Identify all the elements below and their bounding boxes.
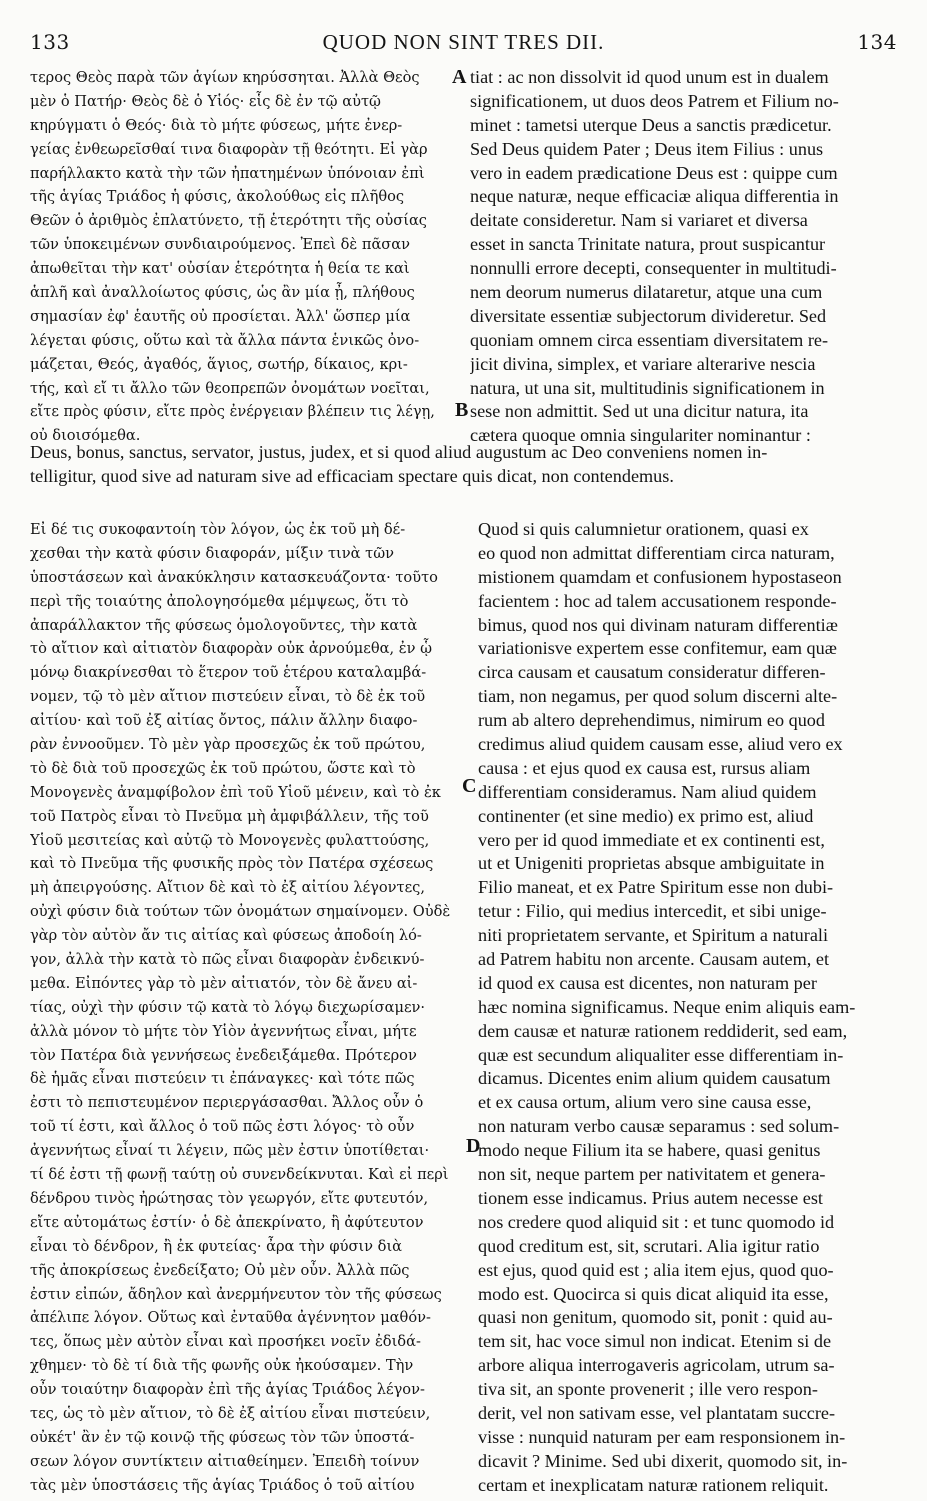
text-line: κηρύγματι ὁ Θεός· διὰ τὸ μήτε φύσεως, μήτε ἐνερ- [30, 116, 403, 134]
text-line: non naturam verbo causæ separamus : sed solum- [478, 1116, 840, 1137]
text-line: continenter (et sine medio) ex primo est, aliud [478, 805, 814, 826]
text-line: τες, ὅπως μὲν αὐτὸν εἶναι καὶ προσήκει νοεῖν ἐδιδά- [30, 1333, 421, 1351]
text-line: dicavit ? Minime. Sed ubi dixerit, quomodo sit, in- [478, 1450, 848, 1471]
text-line: εἴτε πρὸς φύσιν, εἴτε πρὸς ἐνέργειαν βλέπειν τις λέγῃ, [30, 403, 435, 421]
text-line: τοῦ Πατρὸς εἶναι τὸ Πνεῦμα μὴ ἀμφιβάλλειν, τῆς τοῦ [30, 807, 429, 825]
text-line: quasi non genitum, quomodo sit, ponit : quid au- [478, 1307, 833, 1328]
text-line: ἐστιν εἰπών, ἄδηλον καὶ ἀνερμήνευτον τὸν τῆς φύσεως [30, 1285, 442, 1303]
text-line: quod creditum est, sit, scrutari. Alia igitur ratio [478, 1235, 820, 1256]
text-line: eo quod non admittat differentiam circa naturam, [478, 542, 835, 563]
text-line: Sed Deus quidem Pater ; Deus item Filius : unus [470, 138, 824, 159]
text-line: derit, vel non sativam esse, vel plantatam succre- [478, 1402, 836, 1423]
text-line: ρὰν ἐννοοῦμεν. Τὸ μὲν γὰρ προσεχῶς ἐκ τοῦ πρώτου, [30, 736, 426, 754]
text-line: tetur : Filio, qui medius intercedit, et sibi unige- [478, 901, 827, 922]
text-line: esset in sancta Trinitate natura, prout suspicantur [470, 234, 826, 255]
text-line: rum ab altero deprehendimus, nimirum eo quod [478, 710, 825, 731]
text-line: et ex causa ortum, alium vero sine causa esse, [478, 1092, 812, 1113]
text-line: εἴτε αὐτομάτως ἐστίν· ὁ δὲ ἀπεκρίνατο, ἢ ἀφύτευτον [30, 1213, 424, 1231]
text-line: παρήλλακτο κατὰ τὴν τῶν ἠπατημένων ὑπόνοιαν ἐπὶ [30, 164, 425, 182]
page-number-right: 134 [857, 30, 897, 54]
text-line: καὶ τὸ Πνεῦμα τῆς φυσικῆς πρὸς τὸν Πατέρα σχέσεως [30, 855, 434, 873]
text-line: τῆς ἀποκρίσεως ἐνεδείξατο; Οὐ μὲν οὖν. Ἀλλὰ πῶς [30, 1261, 410, 1279]
greek-column-top [30, 66, 450, 448]
text-line: ὑποστάσεων καὶ ἀνακύκλησιν κατασκευάζοντα· τοῦτο [30, 568, 438, 586]
text-line: ἀπωθεῖται τὴν κατ' οὐσίαν ἑτερότητα ἡ θεία τε καὶ [30, 260, 410, 278]
text-line: γείας ἐνθεωρεῖσθαί τινα διαφορὰν τῇ θεότητι. Εἰ γὰρ [30, 140, 428, 158]
text-line: Εἰ δέ τις συκοφαντοίη τὸν λόγον, ὡς ἐκ τοῦ μὴ δέ- [30, 521, 406, 538]
text-line: οὐκέτ' ἂν ἐν τῷ κοινῷ τῆς φύσεως τὸν τῶν ὑποστά- [30, 1428, 415, 1446]
text-line: τερος Θεὸς παρὰ τῶν ἁγίων κηρύσσηται. Ἀλλὰ Θεὸς [30, 69, 420, 86]
text-line: jicit divina, simplex, et variare alterarive nescia [470, 353, 816, 374]
text-line: τίας, οὐχὶ τὴν φύσιν τῷ κατὰ τὸ λόγῳ διεχωρίσαμεν· [30, 998, 426, 1016]
text-line: δένδρου τινὸς ἠρώτησας τὸν γεωργόν, εἴτε φυτευτόν, [30, 1189, 429, 1207]
text-line: αἰτίου· καὶ τοῦ ἐξ αἰτίας ὄντος, πάλιν ἄλλην διαφο- [30, 712, 418, 730]
text-line: μεθα. Εἰπόντες γὰρ τὸ μὲν αἰτιατόν, τὸν δὲ ἄνευ αἰ- [30, 974, 418, 992]
text-line: neque naturæ, neque efficaciæ aliqua differentia in [470, 186, 839, 207]
text-line: variationisve expertem esse confitemur, eam quæ [478, 638, 837, 659]
text-line: ut et Unigeniti proprietas absque ambiguitate in [478, 853, 825, 874]
text-line: τὰς μὲν ὑποστάσεις τῆς ἁγίας Τριάδος ὁ τοῦ αἰτίου [30, 1476, 415, 1494]
text-line: ἀλλὰ μόνον τὸ μήτε τὸν Υἱὸν ἀγεννήτως εἶναι, μήτε [30, 1022, 417, 1040]
latin-full-width-text [30, 440, 910, 488]
section-marker-b: B [455, 399, 469, 421]
text-line: vero in eadem prædicatione Deus est : quippe cum [470, 162, 838, 183]
text-line: mistionem quamdam et confusionem hypostaseon [478, 566, 842, 587]
text-line: τοῦ τί ἐστι, καὶ ἄλλος ὁ τοῦ πῶς ἐστι λόγος· τὸ οὖν [30, 1118, 415, 1136]
text-line: τής, καὶ εἴ τι ἄλλο τῶν θεοπρεπῶν ὀνομάτων νοεῖται, [30, 379, 430, 397]
page-number-left: 133 [30, 30, 70, 54]
text-line: χθημεν· τὸ δὲ τί διὰ τῆς φωνῆς οὐκ ἠκούσαμεν. Τὴν [30, 1357, 414, 1375]
text-line: tionem esse indicamus. Prius autem necesse est [478, 1187, 823, 1208]
text-line: νομεν, τῷ τὸ μὲν αἴτιον πιστεύειν εἶναι, τὸ δὲ ἐκ τοῦ [30, 688, 426, 706]
text-line: circa causam et causatum consideratur differen- [478, 662, 826, 683]
section-marker-a: A [452, 66, 467, 88]
text-line: facientem : hoc ad talem accusationem responde- [478, 590, 837, 611]
text-line: certam et inexplicatam naturæ rationem reliquit. [478, 1474, 829, 1495]
text-line: natura, ut una sit, multitudinis significationem in [470, 377, 825, 398]
text-line: σημασίαν ἐφ' ἑαυτῆς οὐ προσίεται. Ἀλλ' ὥσπερ μία [30, 307, 411, 325]
text-line: οὖν τοιαύτην διαφορὰν ἐπὶ τῆς ἁγίας Τριάδος λέγον- [30, 1381, 425, 1399]
text-line: quoniam omnem circa essentiam diversitatem re- [470, 329, 829, 350]
text-line: δὲ ἡμᾶς εἶναι πιστεύειν τι ἐπάναγκες· καὶ τότε πῶς [30, 1070, 415, 1088]
text-line: μὴ ἀπειργούσης. Αἴτιον δὲ καὶ τὸ ἐξ αἰτίου λέγοντες, [30, 879, 425, 897]
text-line: Υἱοῦ μεσιτείας καὶ αὐτῷ τὸ Μονογενὲς φυλαττούσης, [30, 831, 430, 849]
text-line: tiva sit, an sponte provenerit ; ille vero respon- [478, 1379, 818, 1400]
text-line: nem deorum numerus dilataretur, atque una cum [470, 282, 823, 303]
text-line: ἀπαράλλακτον τῆς φύσεως ὁμολογοῦντες, τὴν κατὰ [30, 616, 418, 634]
text-line: ἁπλῆ καὶ ἀναλλοίωτος φύσις, ὡς ἂν μία ᾖ, πλήθους [30, 284, 415, 302]
text-line: dem causæ et naturæ rationem reddiderit, sed eam, [478, 1020, 848, 1041]
text-line: causa : et ejus quod ex causa est, rursus aliam [478, 757, 811, 778]
text-line: arbore aliqua interrogaveris agricolam, utrum sa- [478, 1355, 835, 1376]
text-line: τες, ὡς τὸ μὲν αἴτιον, τὸ δὲ ἐξ αἰτίου εἶναι πιστεύειν, [30, 1404, 431, 1422]
latin-column-top [470, 66, 900, 448]
text-line: ἀπέλιπε λόγον. Οὕτως καὶ ἐνταῦθα ἀγέννητον μαθόν- [30, 1309, 431, 1327]
text-line: τὸν Πατέρα διὰ γεννήσεως ἐνεδειξάμεθα. Πρότερον [30, 1046, 417, 1064]
section-marker-c: C [462, 775, 477, 797]
greek-column-bottom [30, 518, 460, 1498]
text-line: τῆς ἁγίας Τριάδος ἡ φύσις, ἀκολούθως εἰς πλῆθος [30, 188, 405, 206]
text-line: diversitate essentiæ subjectorum divideretur. Sed [470, 305, 827, 326]
text-line: τὸ δὲ διὰ τοῦ προσεχῶς ἐκ τοῦ πρώτου, ὥστε καὶ τὸ [30, 759, 416, 777]
text-line: γον, ἀλλὰ τὴν κατὰ τὸ πῶς εἶναι διαφορὰν ἐνδεικνύ- [30, 951, 425, 969]
text-line: cætera quoque omnia singulariter nominantur : [470, 425, 811, 446]
text-line: μάζεται, Θεός, ἀγαθός, ἅγιος, σωτήρ, δίκαιος, κρι- [30, 355, 408, 373]
text-line: τῶν ὑποκειμένων συνδιαιρούμενος. Ἐπεὶ δὲ πᾶσαν [30, 236, 411, 254]
text-line: modo neque Filium ita se habere, quasi genitus [478, 1140, 821, 1161]
running-title: QUOD NON SINT TRES DII. [322, 30, 605, 54]
text-line: modo est. Quocirca si quis dicat aliquid ita esse, [478, 1283, 829, 1304]
text-line: non sit, neque partem per nativitatem et genera- [478, 1164, 826, 1185]
text-line: est ejus, quod quid est ; alia item ejus, quod quo- [478, 1259, 834, 1280]
text-line: nonnulli errore decepti, consequenter in multitudi- [470, 258, 837, 279]
text-line: dicamus. Dicentes enim alium quidem causatum [478, 1068, 831, 1089]
text-line: ad Patrem habitu non arcente. Causam autem, et [478, 949, 829, 970]
text-line: tiam, non negamus, per quod solum discerni alte- [478, 686, 838, 707]
text-line: σεων λόγον συντίκτειν αἰτιαθείημεν. Ἐπειδὴ τοίνυν [30, 1452, 420, 1470]
text-line: significationem, ut duos deos Patrem et Filium no- [470, 90, 839, 111]
text-line: deitate consideretur. Nam si variaret et diversa [470, 210, 808, 231]
text-line: quæ est secundum aliqualiter esse differentiam in- [478, 1044, 844, 1065]
text-line: γὰρ τὸν αὐτὸν ἄν τις αἰτίας καὶ φύσεως ἀποδοίη λό- [30, 927, 422, 945]
text-line: Quod si quis calumnietur orationem, quasi ex [478, 519, 809, 539]
section-marker-d: D [466, 1135, 481, 1157]
text-line: visse : nunquid naturam per eam responsionem in- [478, 1426, 846, 1447]
text-line: τὸ αἴτιον καὶ αἰτιατὸν διαφορὰν οὐκ ἀρνούμεθα, ἐν ᾧ [30, 640, 433, 658]
text-line: id quod ex causa est dicentes, non naturam per [478, 972, 817, 993]
text-line: vero per id quod immediate et ex continenti est, [478, 829, 825, 850]
page-header [0, 30, 927, 60]
text-line: tiat : ac non dissolvit id quod unum est in dualem [470, 67, 829, 87]
text-line: Deus, bonus, sanctus, servator, justus, judex, et si quod aliud augustum ac Deo conveniens nomen in- [30, 442, 768, 462]
text-line: Θεῶν ὁ ἀριθμὸς ἐπλατύνετο, τῇ ἑτερότητι τῆς οὐσίας [30, 212, 427, 230]
text-line: credimus aliud quidem causam esse, aliud vero ex [478, 734, 843, 755]
text-line: telligitur, quod sive ad naturam sive ad efficaciam spectare quis dicat, non contendemus. [30, 466, 674, 486]
text-line: οὐχὶ φύσιν διὰ τούτων τῶν ὀνομάτων σημαίνομεν. Οὐδὲ [30, 903, 451, 921]
text-line: περὶ τῆς τοιαύτης ἀπολογησόμεθα μέμψεως, ὅτι τὸ [30, 592, 409, 610]
text-line: hæc nomina significamus. Neque enim aliquis eam- [478, 996, 856, 1017]
text-line: minet : tametsi uterque Deus a sanctis prædicetur. [470, 114, 832, 135]
text-line: niti proprietatem servante, et Spiritum a naturali [478, 925, 829, 946]
text-line: tem sit, hac voce simul non indicat. Etenim si de [478, 1331, 832, 1352]
text-line: Filio maneat, et ex Patre Spiritum esse non dubi- [478, 877, 834, 898]
text-line: τί δέ ἐστι τῇ φωνῇ ταύτῃ οὐ συνενδείκνυται. Καὶ εἰ περὶ [30, 1166, 449, 1184]
text-line: χεσθαι τὴν κατὰ φύσιν διαφοράν, μίξιν τινὰ τῶν [30, 544, 394, 562]
text-line: μὲν ὁ Πατήρ· Θεὸς δὲ ὁ Υἱός· εἷς δὲ ἐν τῷ αὐτῷ [30, 92, 381, 110]
text-line: differentiam consideramus. Nam aliud quidem [478, 781, 817, 802]
text-line: λέγεται φύσις, οὕτω καὶ τὰ ἄλλα πάντα ἑνικῶς ὀνο- [30, 331, 420, 349]
text-line: nos credere quod aliquid sit : et tunc quomodo id [478, 1211, 835, 1232]
text-line: sese non admittit. Sed ut una dicitur natura, ita [470, 401, 809, 422]
text-line: οὐ διοισόμεθα. [30, 427, 141, 445]
text-line: bimus, quod nos qui divinam naturam differentiæ [478, 614, 838, 635]
text-line: Μονογενὲς ἀναμφίβολον ἐπὶ τοῦ Υἱοῦ μένειν, καὶ τὸ ἐκ [30, 783, 441, 801]
text-line: μόνῳ διακρίνεσθαι τὸ ἕτερον τοῦ ἑτέρου καταλαμβά- [30, 664, 427, 682]
text-line: εἶναι τὸ δένδρον, ἢ ἐκ φυτείας· ἆρα τὴν φύσιν διὰ [30, 1237, 403, 1255]
latin-column-bottom [478, 518, 903, 1498]
text-line: ἀγεννήτως εἶναί τι λέγειν, πῶς μὲν ἐστιν ὑποτίθεται· [30, 1142, 430, 1160]
text-line: ἐστι τὸ πεπιστευμένον περιεργάσασθαι. Ἄλλος οὖν ὁ [30, 1094, 424, 1112]
